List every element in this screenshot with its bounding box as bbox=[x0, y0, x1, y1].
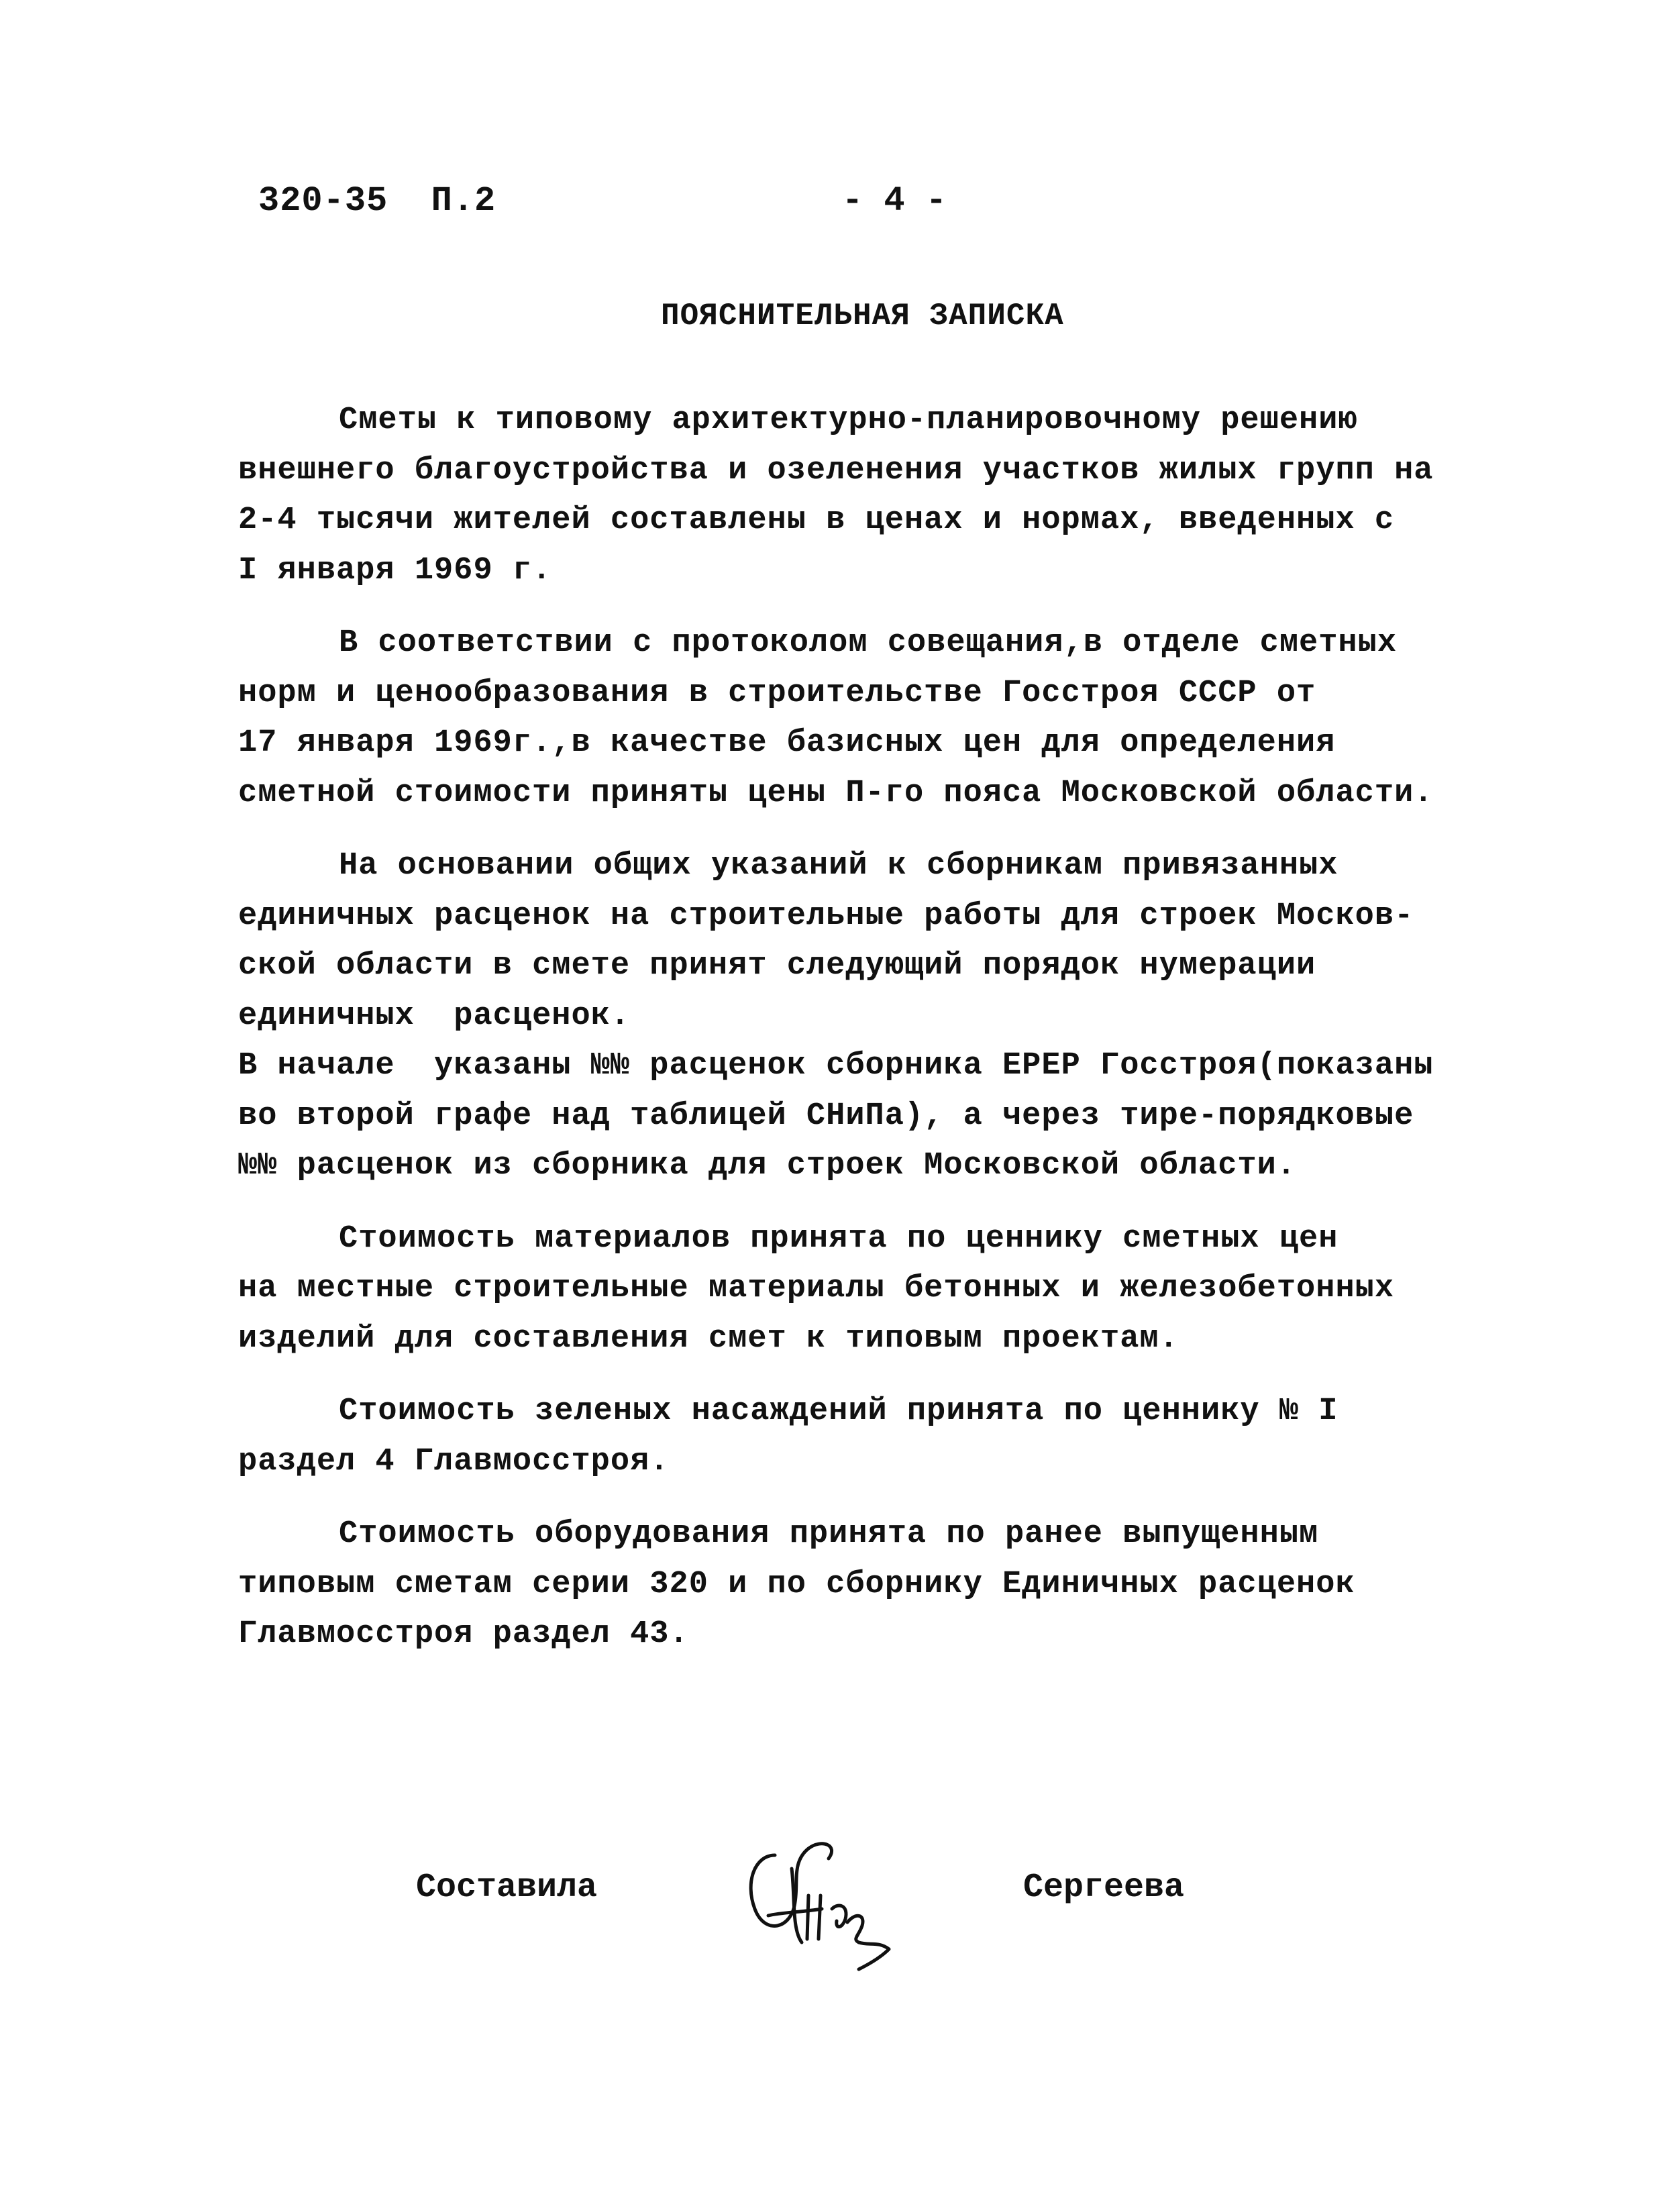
text-line: единичных расценок. bbox=[238, 998, 631, 1034]
text-line: Главмосстроя раздел 43. bbox=[238, 1616, 689, 1652]
paragraph-5 bbox=[238, 1214, 1513, 1365]
text-line: 17 января 1969г.,в качестве базисных цен для определения bbox=[238, 725, 1336, 761]
text-line: Стоимость оборудования принята по ранее выпущенным bbox=[339, 1516, 1319, 1552]
page-number: - 4 - bbox=[842, 181, 947, 221]
text-line: Стоимость материалов принята по ценнику сметных цен bbox=[339, 1220, 1338, 1257]
document-code: 320-35 П.2 bbox=[258, 181, 496, 221]
signature-label: Составила bbox=[416, 1869, 598, 1907]
document-title: ПОЯСНИТЕЛЬНАЯ ЗАПИСКА bbox=[661, 299, 1064, 333]
text-line: во второй графе над таблицей СНиПа), а через тире-порядковые bbox=[238, 1098, 1414, 1134]
text-line: внешнего благоустройства и озеленения участков жилых групп на bbox=[238, 452, 1434, 488]
text-line: I января 1969 г. bbox=[238, 552, 552, 588]
paragraph-6 bbox=[238, 1387, 1513, 1487]
text-line: раздел 4 Главмосстроя. bbox=[238, 1443, 670, 1479]
text-line: изделий для составления смет к типовым проектам. bbox=[238, 1320, 1179, 1357]
text-line: Стоимость зеленых насаждений принята по ценнику № I bbox=[339, 1394, 1338, 1429]
text-line: 2-4 тысячи жителей составлены в ценах и нормах, введенных с bbox=[238, 503, 1395, 538]
text-line: №№ расценок из сборника для строек Московской области. bbox=[238, 1148, 1297, 1184]
text-line: норм и ценообразования в строительстве Госстроя СССР от bbox=[238, 675, 1316, 711]
document-body bbox=[238, 396, 1513, 1660]
text-line: типовым сметам серии 320 и по сборнику Единичных расценок bbox=[238, 1566, 1355, 1602]
text-line: Сметы к типовому архитектурно-планировочному решению bbox=[339, 403, 1358, 438]
handwritten-signature-icon bbox=[728, 1828, 902, 1989]
paragraph-7 bbox=[238, 1510, 1513, 1660]
text-line: В начале указаны №№ расценок сборника ЕРЕР Госстроя(показаны bbox=[238, 1048, 1434, 1084]
paragraph-3 bbox=[238, 841, 1513, 1041]
paragraph-4 bbox=[238, 1041, 1513, 1192]
text-line: сметной стоимости приняты цены П-го пояса Московской области. bbox=[238, 775, 1434, 811]
text-line: В соответствии с протоколом совещания,в отделе сметных bbox=[339, 625, 1398, 661]
text-line: на местные строительные материалы бетонных и железобетонных bbox=[238, 1271, 1395, 1306]
text-line: ской области в смете принят следующий порядок нумерации bbox=[238, 948, 1316, 984]
paragraph-1 bbox=[238, 396, 1513, 596]
text-line: единичных расценок на строительные работы для строек Москов- bbox=[238, 898, 1414, 934]
signature-block bbox=[0, 1828, 1680, 1989]
signature-name: Сергеева bbox=[1023, 1869, 1185, 1907]
text-line: На основании общих указаний к сборникам привязанных bbox=[339, 848, 1338, 884]
paragraph-2 bbox=[238, 619, 1513, 819]
